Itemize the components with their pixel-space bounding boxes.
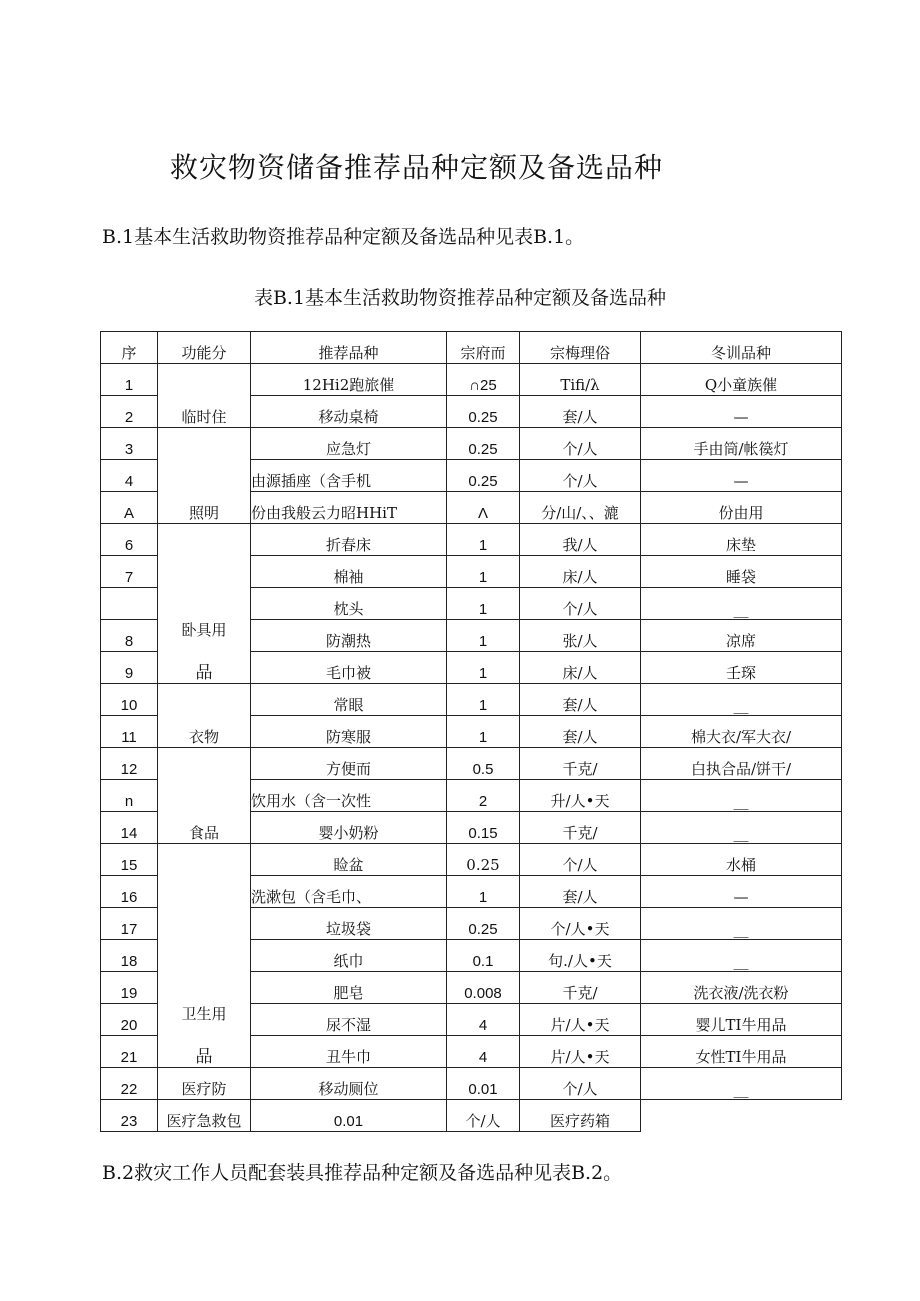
header-cell: 推荐品种 [251,332,447,364]
function-group [158,844,251,1068]
item-quota: 0.008 [447,972,520,1004]
row-number: 16 [101,876,158,908]
table-caption: 表B.1基本生活救助物资推荐品种定额及备选品种 [253,287,667,309]
item-name: 份由我般云力昭HHiT [251,492,447,524]
row-number: A [101,492,158,524]
item-alternative: 婴儿TI牛用品 [641,1004,842,1036]
item-quota: 0.01 [447,1068,520,1100]
item-name: 饮用水（含一次性 [251,780,447,812]
item-quota: Λ [447,492,520,524]
item-name: 尿不湿 [251,1004,447,1036]
item-alternative: __ [641,780,842,812]
item-name: 12Hi2跑旅催 [251,364,447,396]
item-unit: 个/人 [520,588,641,620]
item-unit: 个/人 [447,1100,520,1132]
table-row [101,428,842,460]
item-name: 常眼 [251,684,447,716]
item-alternative: 壬琛 [641,652,842,684]
item-unit: 张/人 [520,620,641,652]
header-cell: 功能分 [158,332,251,364]
row-number: n [101,780,158,812]
item-alternative: 手由筒/帐篌灯 [641,428,842,460]
row-number: 18 [101,940,158,972]
item-alternative: Q小童族催 [641,364,842,396]
row-number: 17 [101,908,158,940]
item-quota: 1 [447,556,520,588]
function-group-label: 卫生用 [181,1005,227,1023]
item-name: 睑盆 [251,844,447,876]
item-quota: 2 [447,780,520,812]
closing-paragraph: B.2救灾工作人员配套装具推荐品种定额及备选品种见表B.2。 [102,1162,623,1184]
intro-paragraph: B.1基本生活救助物资推荐品种定额及备选品种见表B.1。 [102,226,585,248]
item-alternative: __ [641,684,842,716]
header-cell: 宗府而 [447,332,520,364]
item-alternative: __ [641,908,842,940]
item-alternative: 女性TI牛用品 [641,1036,842,1068]
item-quota: 1 [447,876,520,908]
row-number: 21 [101,1036,158,1068]
item-name: 枕头 [251,588,447,620]
row-number: 23 [101,1100,158,1132]
item-quota: 1 [447,524,520,556]
item-name: 防寒服 [251,716,447,748]
function-group [158,684,251,748]
item-name: 移动桌椅 [251,396,447,428]
item-name: 防潮热 [251,620,447,652]
item-unit: 个/人 [520,1068,641,1100]
item-alternative: 床垫 [641,524,842,556]
item-quota: 0.25 [447,460,520,492]
item-unit: 我/人 [520,524,641,556]
function-group-label: 衣物 [188,728,219,746]
item-alternative: __ [641,940,842,972]
item-name: 移动厕位 [251,1068,447,1100]
item-alternative: __ [641,1068,842,1100]
item-unit: Tifi/λ [520,364,641,396]
item-unit: 个/人 [520,428,641,460]
item-alternative: — [641,460,842,492]
item-quota: 1 [447,620,520,652]
item-alternative: 医疗药箱 [520,1100,641,1132]
item-unit: 片/人•天 [520,1036,641,1068]
item-alternative: 凉席 [641,620,842,652]
item-alternative: 白执合品/饼干/ [641,748,842,780]
item-alternative: — [641,876,842,908]
item-quota: 0.5 [447,748,520,780]
document-title: 救灾物资储备推荐品种定额及备选品种 [170,151,664,184]
function-group-label: 医疗防 [181,1080,227,1098]
function-group-label: 食品 [188,824,219,842]
item-name: 洗漱包（含毛巾、 [251,876,447,908]
row-number: 9 [101,652,158,684]
row-number: 6 [101,524,158,556]
item-unit: 套/人 [520,684,641,716]
table-row [101,1100,842,1132]
item-quota: 4 [447,1036,520,1068]
item-quota: 0.1 [447,940,520,972]
row-number: 1 [101,364,158,396]
item-alternative: 份由用 [641,492,842,524]
item-unit: 套/人 [520,876,641,908]
table-row [101,524,842,556]
item-alternative: __ [641,812,842,844]
item-quota: 0.25 [447,396,520,428]
row-number: 15 [101,844,158,876]
item-unit: 个/人•天 [520,908,641,940]
function-group-label-continued: 品 [195,663,213,683]
row-number: 22 [101,1068,158,1100]
row-number: 11 [101,716,158,748]
row-number: 8 [101,620,158,652]
header-row [101,332,842,364]
item-quota: 1 [447,684,520,716]
item-quota: 0.01 [251,1100,447,1132]
function-group [158,1068,251,1100]
item-name: 肥皂 [251,972,447,1004]
table-row [101,364,842,396]
item-name: 应急灯 [251,428,447,460]
item-quota: 4 [447,1004,520,1036]
item-alternative: __ [641,588,842,620]
function-group [158,524,251,684]
item-quota: 0.25 [447,844,520,876]
item-alternative: 水桶 [641,844,842,876]
function-group [158,748,251,844]
item-quota: 0.15 [447,812,520,844]
item-unit: 床/人 [520,652,641,684]
item-quota: 1 [447,588,520,620]
item-unit: 升/人•天 [520,780,641,812]
item-name: 纸巾 [251,940,447,972]
item-unit: 分/山/、、漉 [520,492,641,524]
row-number [101,588,158,620]
function-group [158,364,251,428]
row-number: 14 [101,812,158,844]
item-name: 折春床 [251,524,447,556]
item-name: 方便而 [251,748,447,780]
item-unit: 句./人•天 [520,940,641,972]
header-cell: 冬训品种 [641,332,842,364]
row-number: 2 [101,396,158,428]
item-unit: 床/人 [520,556,641,588]
item-name: 丑牛巾 [251,1036,447,1068]
item-alternative: — [641,396,842,428]
header-cell: 序 [101,332,158,364]
item-quota: 0.25 [447,908,520,940]
row-number: 3 [101,428,158,460]
row-number: 19 [101,972,158,1004]
materials-table [100,331,842,1132]
item-alternative: 洗衣液/洗衣粉 [641,972,842,1004]
function-group-label: 卧具用 [181,621,227,639]
item-unit: 套/人 [520,396,641,428]
item-alternative: 睡袋 [641,556,842,588]
item-name: 医疗急救包 [158,1100,251,1132]
item-quota: 1 [447,652,520,684]
item-quota: 1 [447,716,520,748]
header-cell: 宗梅理俗 [520,332,641,364]
item-quota: 0.25 [447,428,520,460]
table-row [101,684,842,716]
row-number: 20 [101,1004,158,1036]
item-name: 垃圾袋 [251,908,447,940]
function-group-label-continued: 品 [195,1047,213,1067]
function-group-label: 照明 [188,504,219,522]
item-unit: 千克/ [520,748,641,780]
item-alternative: 棉大衣/军大衣/ [641,716,842,748]
row-number: 12 [101,748,158,780]
table-row [101,1068,842,1100]
table-row [101,748,842,780]
row-number: 4 [101,460,158,492]
row-number: 7 [101,556,158,588]
item-quota: ∩25 [447,364,520,396]
function-group-label: 临时住 [181,408,227,426]
item-unit: 个/人 [520,844,641,876]
item-name: 由源插座（含手机 [251,460,447,492]
item-name: 棉袖 [251,556,447,588]
item-unit: 片/人•天 [520,1004,641,1036]
function-group [158,428,251,524]
item-name: 婴小奶粉 [251,812,447,844]
item-name: 毛巾被 [251,652,447,684]
table-row [101,844,842,876]
item-unit: 个/人 [520,460,641,492]
item-unit: 千克/ [520,972,641,1004]
item-unit: 千克/ [520,812,641,844]
row-number: 10 [101,684,158,716]
item-unit: 套/人 [520,716,641,748]
